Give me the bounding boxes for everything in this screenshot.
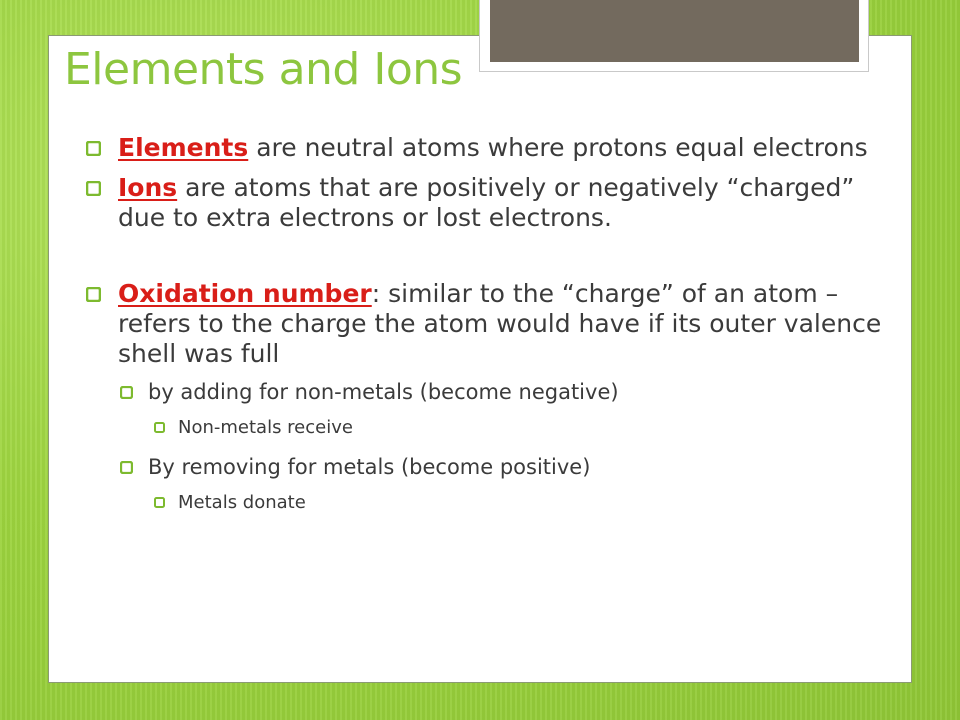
title-corner-tab	[479, 0, 869, 72]
sub-bullet-text: by adding for non-metals (become negative)	[148, 380, 619, 404]
sub-bullet-text: By removing for metals (become positive)	[148, 455, 591, 479]
slide-title: Elements and Ions	[64, 44, 463, 95]
term-ions: Ions	[118, 173, 178, 202]
square-bullet-icon	[86, 181, 101, 196]
term-oxidation-number: Oxidation number	[118, 279, 372, 308]
square-bullet-icon	[120, 461, 133, 474]
sub-sub-bullet-metals-donate	[154, 492, 886, 514]
bullet-text: are atoms that are positively or negatively “charged” due to extra electrons or lost electrons.	[118, 173, 855, 232]
sub-bullet-metals	[120, 454, 886, 480]
sub-sub-bullet-non-metals-receive	[154, 417, 886, 439]
bullet-text: : similar to the “charge” of an atom – refers to the charge the atom would have if its outer valence shell was full	[118, 279, 882, 368]
square-bullet-icon	[86, 141, 101, 156]
sub-sub-bullet-text: Non-metals receive	[178, 417, 353, 438]
bullet-elements	[86, 133, 886, 163]
sub-bullet-non-metals	[120, 379, 886, 405]
bullet-text: are neutral atoms where protons equal electrons	[248, 133, 868, 162]
term-elements: Elements	[118, 133, 249, 162]
bullet-oxidation-number	[86, 279, 886, 369]
spacer	[86, 243, 886, 279]
square-bullet-icon	[154, 422, 165, 433]
corner-tab-fill	[490, 0, 859, 62]
sub-sub-bullet-text: Metals donate	[178, 492, 306, 513]
square-bullet-icon	[86, 287, 101, 302]
square-bullet-icon	[154, 497, 165, 508]
square-bullet-icon	[120, 386, 133, 399]
slide-body	[86, 133, 886, 529]
bullet-ions	[86, 173, 886, 233]
